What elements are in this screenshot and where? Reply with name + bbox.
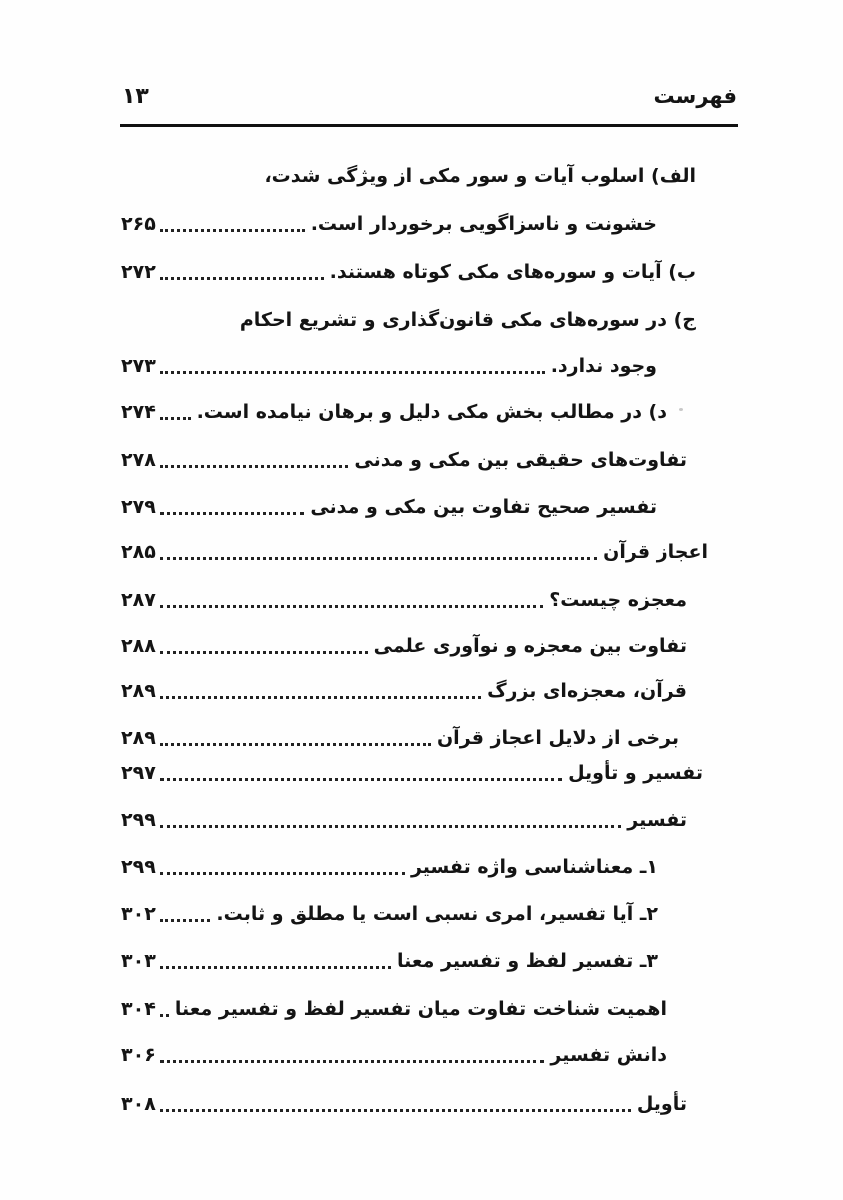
toc-entry: [121, 800, 687, 834]
toc-entry: [121, 671, 687, 705]
toc-entry-text: دانش تفسیر: [550, 1044, 667, 1066]
toc-entry-text: تفسیر صحیح تفاوت بین مکی و مدنی: [310, 496, 657, 518]
dot-leader: [160, 872, 405, 875]
dot-leader: [160, 1060, 545, 1063]
toc-page-number: ۲۹۹: [121, 809, 156, 831]
dot-leader: [160, 1014, 169, 1017]
toc-entry-text: خشونت و ناسزاگویی برخوردار است.: [310, 213, 657, 235]
toc-page-number: ۳۰۳: [121, 950, 156, 972]
toc-page-number: ۲۷۳: [121, 355, 156, 377]
toc-page-number: ۲۹۹: [121, 856, 156, 878]
toc-page-number: ۲۸۹: [121, 727, 156, 749]
toc-page-number: ۲۸۷: [121, 589, 156, 611]
toc-entry: [121, 626, 687, 660]
header-page-number: ۱۳: [122, 84, 149, 109]
header-title: فهرست: [653, 84, 737, 108]
toc-entry: [121, 204, 657, 238]
toc-entry: [121, 1084, 687, 1118]
toc-entry: [121, 580, 687, 614]
toc-page-number: ۲۷۴: [121, 401, 156, 423]
toc-entry-text: وجود ندارد.: [550, 355, 657, 377]
dot-leader: [160, 651, 368, 654]
dot-leader: [160, 966, 391, 969]
toc-entry: [121, 252, 696, 286]
toc-entry: [121, 440, 687, 474]
scan-speck: [679, 408, 683, 411]
toc-page-number: ۲۸۸: [121, 635, 156, 657]
toc-entry-text: د) در مطالب بخش مکی دلیل و برهان نیامده است.: [196, 401, 667, 423]
toc-entry: [121, 156, 696, 190]
toc-entry-text: ج) در سوره‌های مکی قانون‌گذاری و تشریع احکام: [239, 309, 696, 331]
toc-entry: [121, 1035, 667, 1069]
toc-page-number: ۳۰۲: [121, 903, 156, 925]
toc-page-number: ۳۰۴: [121, 998, 156, 1020]
dot-leader: [160, 229, 305, 232]
toc-page-number: ۲۶۵: [121, 213, 156, 235]
toc-entry: [121, 718, 679, 752]
toc-page-number: ۲۷۸: [121, 449, 156, 471]
dot-leader: [160, 371, 545, 374]
toc-page-number: ۲۷۲: [121, 261, 156, 283]
dot-leader: [160, 512, 305, 515]
toc-entry-text: معجزه چیست؟: [549, 589, 687, 611]
toc-entry: [121, 300, 696, 334]
toc-entry: [121, 487, 657, 521]
toc-entry-text: اعجاز قرآن: [603, 541, 708, 563]
dot-leader: [160, 743, 431, 746]
toc-entry-text: قرآن، معجزه‌ای بزرگ: [487, 680, 687, 702]
toc-entry-text: الف) اسلوب آیات و سور مکی از ویژگی شدت،: [264, 165, 696, 187]
toc-entry-text: تأویل: [636, 1093, 687, 1115]
toc-entry-text: اهمیت شناخت تفاوت میان تفسیر لفظ و تفسیر معنا: [174, 998, 667, 1020]
toc-page-number: ۳۰۸: [121, 1093, 156, 1115]
toc-entry: [121, 894, 658, 928]
dot-leader: [160, 417, 191, 420]
toc-page-number: ۲۹۷: [121, 762, 156, 784]
toc-entry: [121, 941, 658, 975]
toc-entry: [121, 346, 657, 380]
dot-leader: [160, 465, 349, 468]
toc-entry: [121, 989, 667, 1023]
toc-entry-text: تفسیر: [627, 809, 687, 831]
toc-entry-text: ۲ـ آیا تفسیر، امری نسبی است یا مطلق و ثابت.: [216, 903, 658, 925]
toc-entry: [121, 392, 667, 426]
toc-entry-text: برخی از دلایل اعجاز قرآن: [436, 727, 679, 749]
dot-leader: [160, 696, 481, 699]
toc-entry-text: ۳ـ تفسیر لفظ و تفسیر معنا: [397, 950, 658, 972]
dot-leader: [160, 919, 211, 922]
toc-entry-text: ۱ـ معناشناسی واژه تفسیر: [410, 856, 658, 878]
toc-entry: [121, 532, 708, 566]
toc-entry-text: ب) آیات و سوره‌های مکی کوتاه هستند.: [329, 261, 696, 283]
dot-leader: [160, 825, 621, 828]
toc-entry: [121, 753, 703, 787]
toc-page-number: ۲۸۹: [121, 680, 156, 702]
dot-leader: [160, 1109, 631, 1112]
toc-entry-text: تفسیر و تأویل: [568, 762, 703, 784]
toc-entry-text: تفاوت بین معجزه و نوآوری علمی: [373, 635, 687, 657]
toc-entry-text: تفاوت‌های حقیقی بین مکی و مدنی: [354, 449, 687, 471]
toc-page-number: ۲۸۵: [121, 541, 156, 563]
toc-entry: [121, 847, 658, 881]
toc-page-number: ۲۷۹: [121, 496, 156, 518]
dot-leader: [160, 778, 562, 781]
dot-leader: [160, 277, 324, 280]
toc-page-number: ۳۰۶: [121, 1044, 156, 1066]
dot-leader: [160, 605, 543, 608]
dot-leader: [160, 557, 597, 560]
